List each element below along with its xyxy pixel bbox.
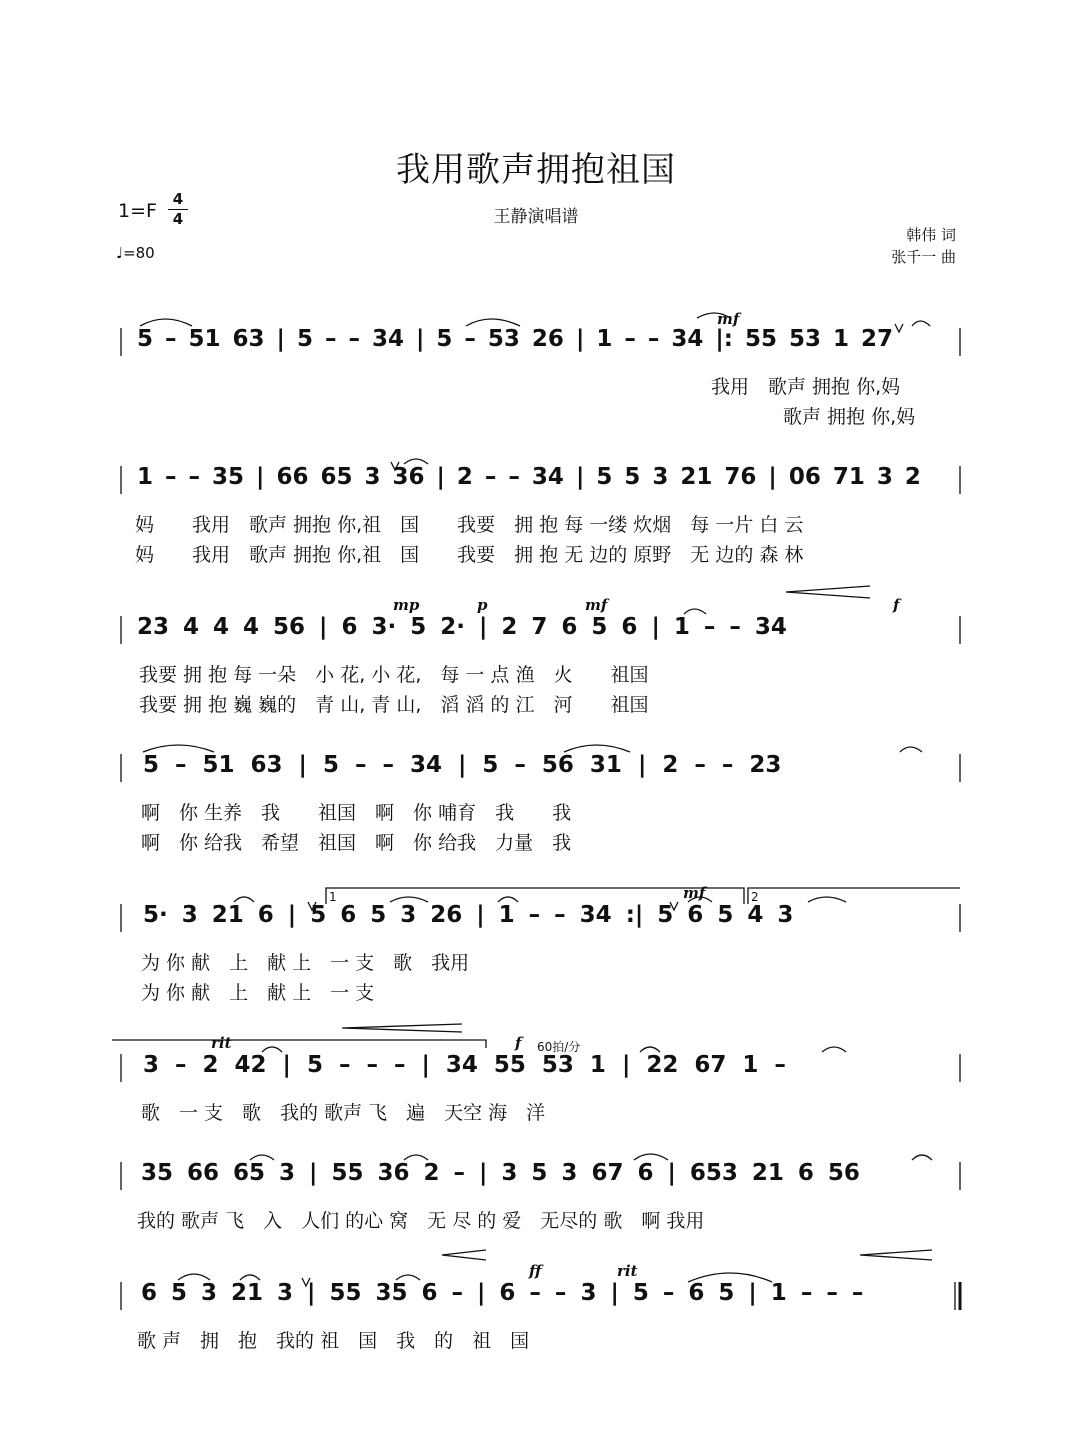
- score-system-7: [115, 1160, 963, 1260]
- dynamic-mark: mf: [683, 884, 706, 902]
- lyrics-verse-1: 歌 声 拥 抱 我的 祖 国 我 的 祖 国: [137, 1330, 530, 1352]
- crescendo-hairpin: [786, 586, 870, 598]
- notation-line: 5· 3 21 6 | 5 6 5 3 26 | 1 – – 34 :| 5 6 5 4 3: [143, 902, 794, 928]
- volta-1-label: 1: [329, 890, 337, 904]
- key-signature: 1=F: [118, 200, 157, 222]
- lyrics-verse-2: 歌声 拥抱 你,妈: [783, 406, 916, 428]
- lyrics-verse-1: 我要 拥 抱 每 一朵 小 花, 小 花, 每 一 点 渔 火 祖国: [139, 664, 649, 686]
- time-signature-top: 4: [172, 190, 184, 208]
- slur: [140, 319, 192, 326]
- lyrics-verse-2: 妈 我用 歌声 拥抱 你,祖 国 我要 拥 抱 无 边的 原野 无 边的 森 林: [135, 544, 804, 566]
- song-title: 我用歌声拥抱祖国: [396, 150, 676, 190]
- dynamic-mark: mf: [585, 596, 608, 614]
- score-system-3: [115, 596, 963, 716]
- lyricist: 韩伟 词: [906, 226, 956, 244]
- notation-line: 5 – 51 63 | 5 – – 34 | 5 – 56 31 | 2 – – 23: [143, 752, 782, 778]
- composer: 张千一 曲: [891, 248, 956, 266]
- lyrics-verse-1: 我用 歌声 拥抱 你,妈: [711, 376, 901, 398]
- dynamic-mark: f: [893, 596, 900, 614]
- lyrics-verse-1: 妈 我用 歌声 拥抱 你,祖 国 我要 拥 抱 每 一缕 炊烟 每 一片 白 云: [135, 514, 804, 536]
- notation-line: 1 – – 35 | 66 65 3 36 | 2 – – 34 | 5 5 3 21 76 | 06 71 3 2: [137, 464, 921, 490]
- lyrics-verse-1: 啊 你 生养 我 祖国 啊 你 哺育 我 我: [141, 802, 572, 824]
- lyrics-verse-2: 为 你 献 上 献 上 一 支: [141, 982, 375, 1004]
- lyrics-verse-2: 啊 你 给我 希望 祖国 啊 你 给我 力量 我: [141, 832, 572, 854]
- dynamic-mark: p: [477, 596, 488, 614]
- tempo-change: 60拍/分: [537, 1040, 581, 1054]
- slur: [564, 745, 630, 752]
- time-signature: [168, 190, 188, 229]
- volta-continuation: [112, 1040, 486, 1048]
- score-system-2: [115, 464, 963, 564]
- score-system-4: [115, 752, 963, 852]
- lyrics-verse-1: 歌 一 支 歌 我的 歌声 飞 遍 天空 海 洋: [141, 1102, 546, 1124]
- time-signature-line: 4: [168, 209, 188, 229]
- dynamic-mark: f: [515, 1034, 522, 1052]
- slur: [466, 319, 520, 326]
- dynamic-mark: ff: [529, 1262, 542, 1280]
- notation-line: 6 5 3 21 3 | 55 35 6 – | 6 – – 3 | 5 – 6 5 | 1 – – –: [141, 1280, 864, 1306]
- notation-line: 5 – 51 63 | 5 – – 34 | 5 – 53 26 | 1 – – 34 |: 55 53 1 27: [137, 326, 894, 352]
- dynamic-mark: rit: [211, 1034, 232, 1052]
- dynamic-mark: mf: [717, 310, 740, 328]
- lyrics-verse-1: 我的 歌声 飞 入 人们 的心 窝 无 尽 的 爱 无尽的 歌 啊 我用: [137, 1210, 705, 1232]
- score-system-5: [115, 884, 963, 1004]
- lyrics-verse-1: 为 你 献 上 献 上 一 支 歌 我用: [141, 952, 470, 974]
- score-system-8: [115, 1262, 963, 1380]
- notation-line: 23 4 4 4 56 | 6 3· 5 2· | 2 7 6 5 6 | 1 – – 34: [137, 614, 787, 640]
- slur: [143, 745, 214, 752]
- dynamic-mark: rit: [617, 1262, 638, 1280]
- notation-line: 3 – 2 42 | 5 – – – | 34 55 53 1 | 22 67 1 –: [143, 1052, 786, 1078]
- crescendo-hairpin: [342, 1024, 462, 1032]
- dynamic-mark: mp: [393, 596, 420, 614]
- notation-line: 35 66 65 3 | 55 36 2 – | 3 5 3 67 6 | 653 21 6 56: [141, 1160, 860, 1186]
- lyrics-verse-2: 我要 拥 抱 巍 巍的 青 山, 青 山, 滔 滔 的 江 河 祖国: [139, 694, 649, 716]
- song-subtitle: 王静演唱谱: [493, 207, 579, 227]
- score-system-1: [115, 310, 963, 428]
- credits: [891, 224, 956, 268]
- volta-2-label: 2: [751, 890, 759, 904]
- score-system-6: [115, 1034, 963, 1152]
- tempo-marking: ♩=80: [116, 244, 155, 262]
